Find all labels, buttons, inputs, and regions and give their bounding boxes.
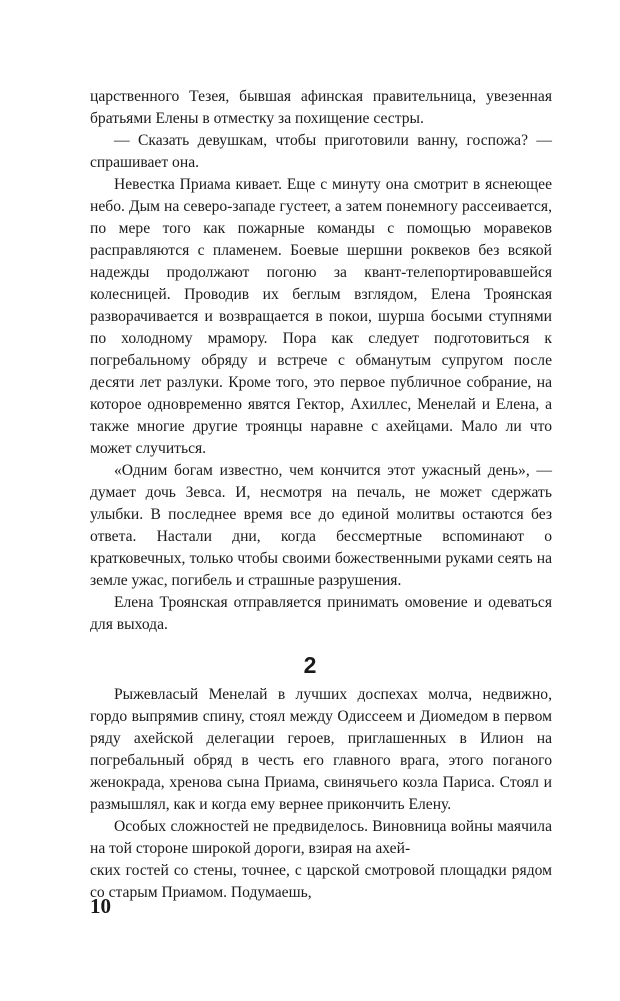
paragraph-continuation: ских гостей со стены, точнее, с царской смотровой площадки рядом со старым Приамом. Подумаешь,: [90, 862, 552, 901]
paragraph: — Сказать девушкам, чтобы приготовили ванну, госпожа? — спрашивает она.: [90, 132, 552, 171]
paragraph: Елена Троянская отправляется принимать омовение и одеваться для выхода.: [90, 594, 552, 633]
paragraph: Невестка Приама кивает. Еще с минуту она смотрит в яснеющее небо. Дым на северо-западе густеет, а затем понемногу рассеивается, по мере того как пожарные команды с помощью моравеков расправляются с пламенем. Боевые шершни роквеков без всякой надежды продолжают погоню за квант-телепортировавшейся колесницей. Проводив их беглым взглядом, Елена Троянская разворачивается и возвращается в покои, шурша босыми ступнями по холодному мрамору. Пора как следует подготовиться к погребальному обряду и встрече с обманутым супругом после десяти лет разлуки. Кроме того, это первое публичное собрание, на которое одновременно явятся Гектор, Ахиллес, Менелай и Елена, а также многие другие троянцы наравне с ахейцами. Мало ли что может случиться.: [90, 176, 552, 457]
text-block-bottom: [90, 684, 552, 904]
paragraph: «Одним богам известно, чем кончится этот ужасный день», — думает дочь Зевса. И, несмотря на печаль, не может сдержать улыбки. В последнее время все до единой молитвы остаются без ответа. Настали дни, когда бессмертные вспоминают о кратковечных, только чтобы своими божественными руками сеять на земле ужас, погибель и страшные разрушения.: [90, 462, 552, 589]
paragraph: Рыжевласый Менелай в лучших доспехах молча, недвижно, гордо выпрямив спину, стоял между Одиссеем и Диомедом в первом ряду ахейской делегации героев, приглашенных в Илион на погребальный обряд в честь его главного врага, этого поганого женокрада, хренова сына Приама, свинячьего козла Париса. Стоял и размышлял, как и когда ему вернее прикончить Елену.: [90, 686, 552, 813]
chapter-number: 2: [303, 652, 317, 678]
paragraph: Особых сложностей не предвиделось. Виновница войны маячила на той стороне широкой дороги, взирая на ахей-: [90, 818, 552, 857]
text-block-top: [90, 86, 552, 636]
paragraph: царственного Тезея, бывшая афинская правительница, увезенная братьями Елены в отместку за похищение сестры.: [90, 88, 552, 127]
page-number: 10: [90, 894, 111, 918]
